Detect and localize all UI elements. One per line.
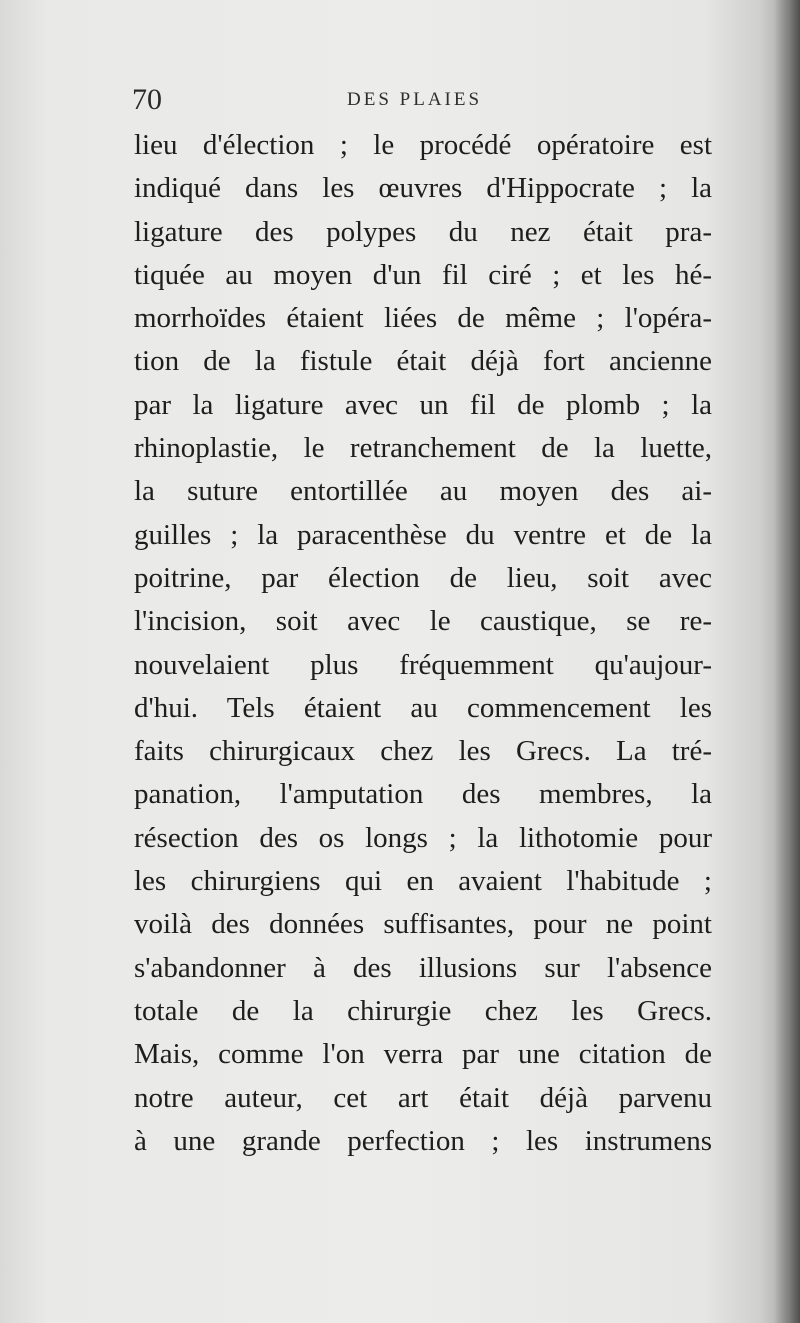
text-line: par la ligature avec un fil de plomb ; la — [134, 388, 712, 421]
text-line: tiquée au moyen d'un fil ciré ; et les hé- — [134, 258, 712, 291]
text-line: voilà des données suffisantes, pour ne point — [134, 908, 712, 941]
running-head — [132, 80, 712, 120]
text-line: poitrine, par élection de lieu, soit avec — [134, 561, 712, 594]
text-line: faits chirurgicaux chez les Grecs. La tré- — [134, 735, 712, 768]
text-line: notre auteur, cet art était déjà parvenu — [134, 1081, 712, 1114]
text-line: lieu d'élection ; le procédé opératoire est — [134, 129, 712, 161]
text-line: Mais, comme l'on verra par une citation de — [134, 1038, 712, 1071]
body-text — [134, 124, 712, 1163]
text-line: les chirurgiens qui en avaient l'habitude ; — [134, 865, 712, 898]
text-line: la suture entortillée au moyen des ai- — [134, 475, 712, 508]
page-number: 70 — [132, 83, 162, 116]
text-line: tion de la fistule était déjà fort ancienne — [134, 345, 712, 378]
text-line: panation, l'amputation des membres, la — [134, 778, 712, 811]
text-line: morrhoïdes étaient liées de même ; l'opéra- — [134, 302, 712, 335]
text-line: résection des os longs ; la lithotomie pour — [134, 821, 712, 854]
text-line: totale de la chirurgie chez les Grecs. — [134, 994, 712, 1027]
running-head-title: DES PLAIES — [347, 89, 483, 110]
text-line: rhinoplastie, le retranchement de la luette, — [134, 432, 712, 465]
text-line: l'incision, soit avec le caustique, se re- — [134, 605, 712, 638]
text-line: indiqué dans les œuvres d'Hippocrate ; la — [134, 172, 712, 205]
text-line: d'hui. Tels étaient au commencement les — [134, 691, 712, 724]
text-line: s'abandonner à des illusions sur l'absence — [134, 951, 712, 984]
text-line: nouvelaient plus fréquemment qu'aujour- — [134, 648, 712, 681]
text-line: à une grande perfection ; les instrumens — [134, 1124, 712, 1157]
text-line: guilles ; la paracenthèse du ventre et de la — [134, 518, 712, 551]
text-line: ligature des polypes du nez était pra- — [134, 215, 712, 248]
page-gutter-shadow — [774, 0, 800, 1323]
